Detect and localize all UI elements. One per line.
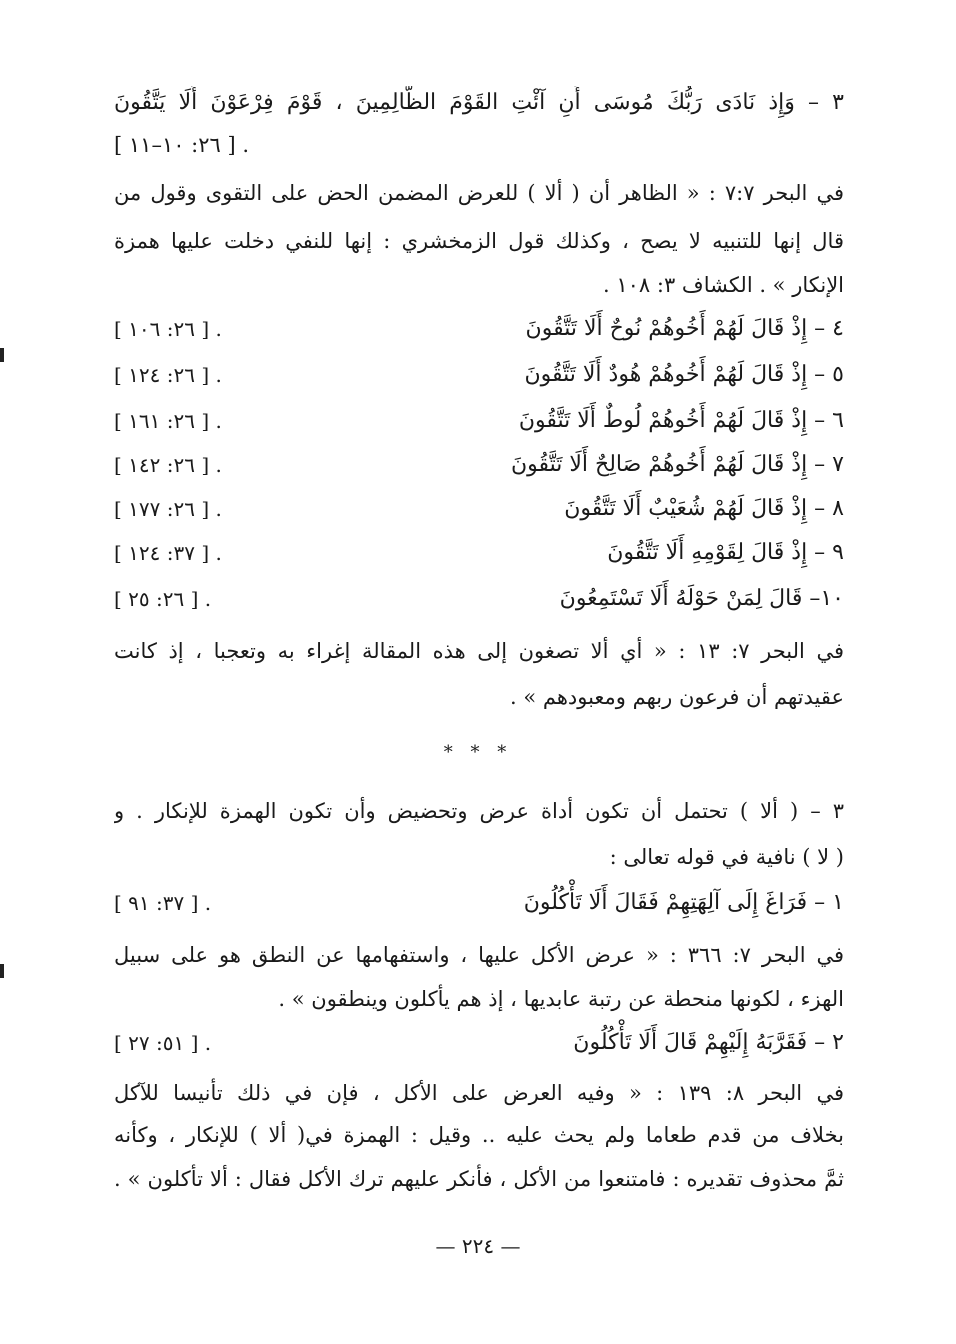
verse-text: ٦ – إِذْ قَالَ لَهُمْ أَخُوهُمْ لُوطٌ أَلَا تَتَّقُونَ xyxy=(518,408,844,433)
verse-text: ٧ – إِذْ قَالَ لَهُمْ أَخُوهُمْ صَالِحٌ أَلَا تَتَّقُونَ xyxy=(510,452,844,477)
verse-row xyxy=(114,884,844,922)
verse-reference: . [ ٣٧: ١٢٤ ] xyxy=(114,541,222,565)
verse-row xyxy=(114,534,844,572)
verse-reference: . [ ٢٦: ١٢٤ ] xyxy=(114,363,222,387)
commentary-line: الإنكار » . الكشاف ٣: ١٠٨ . xyxy=(603,273,844,297)
commentary-line: في البحر ٧: ١٣ : « أي ألا تصغون إلى هذه المقالة إغراء به وتعجبا ، إذ كانت xyxy=(114,639,844,663)
commentary-line: ثمَّ محذوف تقديره : فامتنعوا من الأكل ، فأنكر عليهم ترك الأكل فقال : ألا تأكلون » . xyxy=(114,1167,844,1191)
section-heading-line: ( لا ) نافية في قوله تعالى : xyxy=(609,845,844,869)
verse-reference: . [ ٢٦: ١٤٢ ] xyxy=(114,453,222,477)
commentary-line: في البحر ٨: ١٣٩ : « وفيه العرض على الأكل ، فإن في ذلك تأنيسا للآكل xyxy=(114,1081,844,1105)
verse-row xyxy=(114,310,844,348)
verse-row xyxy=(114,402,844,440)
scan-edge-mark xyxy=(0,964,4,978)
verse-row xyxy=(114,1024,844,1062)
section-separator: * * * xyxy=(443,742,513,763)
verse-reference: . [ ٢٦: ١٠–١١ ] xyxy=(114,133,250,157)
verse-reference: . [ ٢٦: ١٠٦ ] xyxy=(114,317,222,341)
verse-text: ١ – فَرَاغَ إِلَى آلِهَتِهِمْ فَقَالَ أَلَا تَأْكُلُونَ xyxy=(523,890,844,915)
verse-reference: . [ ٢٦: ١٦١ ] xyxy=(114,409,222,433)
commentary-line: الهزء ، لكونها منحطة عن رتبة عابديها ، إذ هم يأكلون وينطقون » . xyxy=(278,987,844,1011)
verse-text: ٤ – إِذْ قَالَ لَهُمْ أَخُوهُمْ نُوحٌ أَلَا تَتَّقُونَ xyxy=(525,316,844,341)
commentary-line: في البحر ٧:٧ : « الظاهر أن ( ألا ) للعرض المضمن الحض على التقوى وقول من xyxy=(114,181,844,205)
verse-text: ٥ – إِذْ قَالَ لَهُمْ أَخُوهُمْ هُودٌ أَلَا تَتَّقُونَ xyxy=(524,362,844,387)
verse-line: ٣ – وَإِذ نَادَى رَبُّكَ مُوسَى أَنِ آئْتِ القَوْمَ الظَّالِمِينَ ، قَوْمَ فِرْعَوْنَ أَلَا يَتَّقُونَ xyxy=(114,90,844,115)
verse-row xyxy=(114,356,844,394)
verse-row xyxy=(114,490,844,528)
scan-edge-mark xyxy=(0,348,4,362)
verse-reference: . [ ٥١: ٢٧ ] xyxy=(114,1031,212,1055)
verse-row xyxy=(114,446,844,484)
verse-text: ١٠– قَالَ لِمَنْ حَوْلَهُ أَلَا تَسْتَمِعُونَ xyxy=(559,586,844,611)
verse-row xyxy=(114,580,844,618)
commentary-line: عقيدتهم أن فرعون ربهم ومعبودهم » . xyxy=(509,685,844,709)
verse-reference: . [ ٣٧: ٩١ ] xyxy=(114,891,212,915)
commentary-line: بخلاف من قدم طعاما ولم يحث عليه .. وقيل : الهمزة في( ألا ) للإنكار ، وكأنه xyxy=(114,1123,844,1147)
verse-reference: . [ ٢٦: ٢٥ ] xyxy=(114,587,212,611)
verse-reference: . [ ٢٦: ١٧٧ ] xyxy=(114,497,222,521)
page-number: — ٢٢٤ — xyxy=(435,1234,521,1258)
verse-text: ٩ – إِذْ قَالَ لِقَوْمِهِ أَلَا تَتَّقُونَ xyxy=(607,540,844,565)
verse-text: ٨ – إِذْ قَالَ لَهُمْ شُعَيْبٌ أَلَا تَتَّقُونَ xyxy=(564,496,844,521)
commentary-line: في البحر ٧: ٣٦٦ : « عرض الأكل عليها ، واستفهامها عن النطق هو على سبيل xyxy=(114,943,844,967)
commentary-line: قال إنها للتنبيه لا يصح ، وكذلك قول الزمخشري : إنها للنفي دخلت عليها همزة xyxy=(114,229,844,253)
verse-text: ٢ – فَقَرَّبَهُ إِلَيْهِمْ قَالَ أَلَا تَأْكُلُونَ xyxy=(573,1030,844,1055)
section-heading-line: ٣ – ( ألا ) تحتمل أن تكون أداة عرض وتحضيض وأن تكون الهمزة للإنكار . و xyxy=(114,799,844,823)
